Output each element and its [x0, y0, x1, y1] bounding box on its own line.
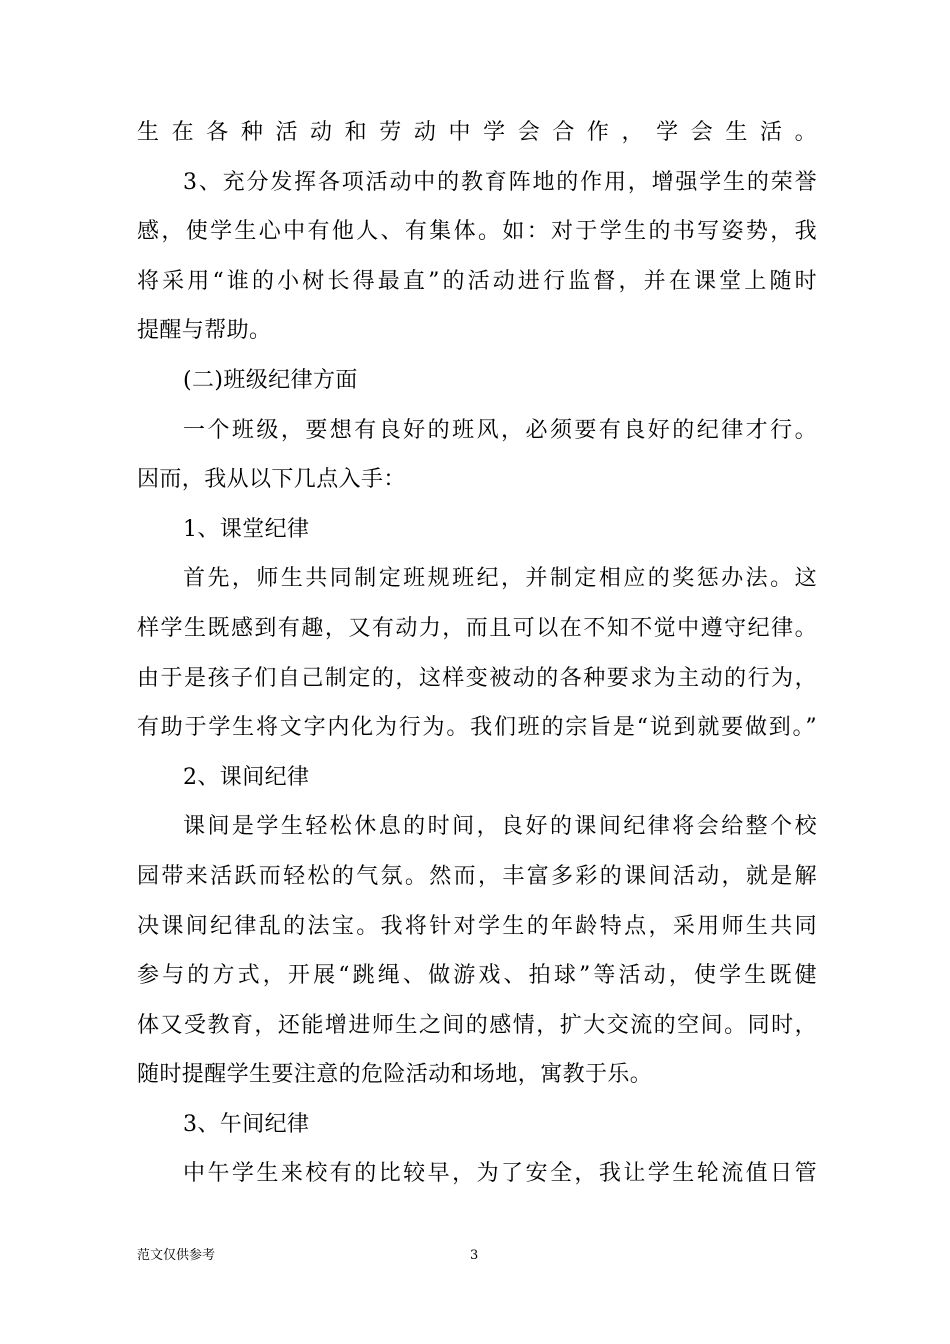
text-line: 中午学生来校有的比较早，为了安全，我让学生轮流值日管: [183, 1161, 817, 1187]
text-line: 首先，师生共同制定班规班纪，并制定相应的奖惩办法。这: [183, 566, 817, 592]
text-line: 因而，我从以下几点入手：: [137, 467, 406, 493]
text-line: 3、充分发挥各项活动中的教育阵地的作用，增强学生的荣誉: [183, 169, 817, 195]
text-line: 体又受教育，还能增进师生之间的感情，扩大交流的空间。同时，: [137, 1012, 817, 1038]
section-heading: (二)班级纪律方面: [183, 367, 358, 393]
text-line: 参与的方式，开展“跳绳、做游戏、拍球”等活动，使学生既健: [137, 963, 817, 989]
footer-note: 范文仅供参考: [137, 1248, 216, 1263]
text-line: 课间是学生轻松休息的时间，良好的课间纪律将会给整个校: [183, 814, 817, 840]
subsection-heading: 1、课堂纪律: [183, 516, 310, 542]
subsection-heading: 2、课间纪律: [183, 764, 310, 790]
text-line: 生在各种活动和劳动中学会合作，学会生活。: [137, 120, 817, 145]
text-line: 决课间纪律乱的法宝。我将针对学生的年龄特点，采用师生共同: [137, 913, 817, 939]
subsection-heading: 3、午间纪律: [183, 1111, 310, 1137]
page-number: 3: [470, 1248, 479, 1263]
text-line: 感，使学生心中有他人、有集体。如：对于学生的书写姿势，我: [137, 219, 817, 245]
text-line: 样学生既感到有趣，又有动力，而且可以在不知不觉中遵守纪律。: [137, 615, 817, 641]
text-line: 有助于学生将文字内化为行为。我们班的宗旨是“说到就要做到。”: [137, 715, 817, 741]
text-line: 随时提醒学生要注意的危险活动和场地，寓教于乐。: [137, 1062, 653, 1088]
text-line: 园带来活跃而轻松的气氛。然而，丰富多彩的课间活动，就是解: [137, 863, 817, 889]
body-text: [137, 108, 817, 1199]
text-line: 由于是孩子们自己制定的，这样变被动的各种要求为主动的行为，: [137, 665, 817, 691]
text-line: 将采用“谁的小树长得最直”的活动进行监督，并在课堂上随时: [137, 268, 817, 294]
text-line: 一个班级，要想有良好的班风，必须要有良好的纪律才行。: [183, 417, 817, 443]
text-line: 提醒与帮助。: [137, 318, 272, 344]
